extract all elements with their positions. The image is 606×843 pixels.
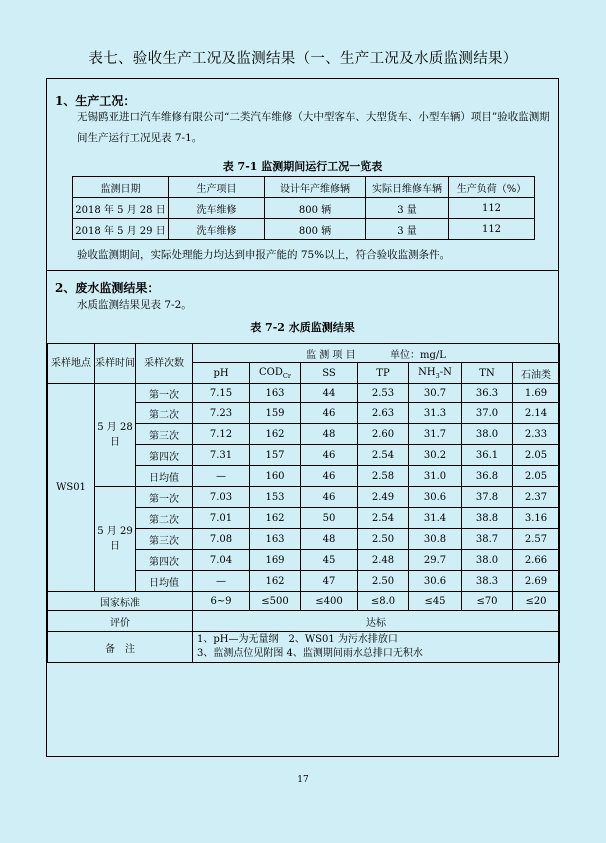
value-cell: 2.60 bbox=[358, 424, 409, 445]
value-cell: 7.12 bbox=[193, 424, 250, 445]
sample-label: 日均值 bbox=[136, 466, 193, 487]
value-cell: 38.7 bbox=[462, 529, 513, 550]
value-cell: 31.3 bbox=[409, 403, 462, 424]
page-number: 17 bbox=[297, 775, 309, 785]
value-cell: 2.50 bbox=[358, 571, 409, 592]
table-row bbox=[73, 219, 535, 240]
value-cell: 46 bbox=[301, 487, 358, 508]
section2-intro: 水质监测结果见表 7-2。 bbox=[77, 299, 192, 311]
remarks-label: 备 注 bbox=[48, 632, 193, 663]
value-cell: 7.01 bbox=[193, 508, 250, 529]
value-cell: 2.05 bbox=[513, 445, 560, 466]
value-cell: 2.63 bbox=[358, 403, 409, 424]
value-cell: 1.69 bbox=[513, 384, 560, 403]
col-header: 实际日维修车辆 bbox=[366, 177, 449, 198]
col-header-count: 采样次数 bbox=[136, 344, 193, 384]
value-cell: 31.7 bbox=[409, 424, 462, 445]
table-header-row bbox=[73, 177, 535, 198]
value-cell: 38.8 bbox=[462, 508, 513, 529]
value-cell: 2.53 bbox=[358, 384, 409, 403]
value-cell: 2.37 bbox=[513, 487, 560, 508]
table-cell: 2018 年 5 月 28 日 bbox=[73, 198, 169, 219]
value-cell: 169 bbox=[250, 550, 301, 571]
evaluation-label: 评价 bbox=[48, 611, 193, 632]
standard-label: 国家标准 bbox=[48, 592, 193, 611]
col-header-items bbox=[193, 344, 560, 363]
table2-caption: 表 7-2 水质监测结果 bbox=[250, 321, 355, 334]
section2-heading: 2、废水监测结果： bbox=[55, 281, 160, 295]
value-cell: 44 bbox=[301, 384, 358, 403]
standard-cell: ≤20 bbox=[513, 592, 560, 611]
value-cell: 29.7 bbox=[409, 550, 462, 571]
standard-cell: ≤8.0 bbox=[358, 592, 409, 611]
unit-label: 单位：mg/L bbox=[390, 349, 446, 361]
value-cell: 163 bbox=[250, 384, 301, 403]
table-row bbox=[73, 198, 535, 219]
col-header-time: 采样时间 bbox=[95, 344, 136, 384]
standard-row bbox=[48, 592, 560, 611]
value-cell: 7.04 bbox=[193, 550, 250, 571]
value-cell: 50 bbox=[301, 508, 358, 529]
value-cell: 157 bbox=[250, 445, 301, 466]
value-cell: 38.0 bbox=[462, 550, 513, 571]
value-cell: 30.2 bbox=[409, 445, 462, 466]
report-frame bbox=[46, 78, 559, 757]
value-cell: 2.05 bbox=[513, 466, 560, 487]
standard-cell: ≤70 bbox=[462, 592, 513, 611]
value-cell: — bbox=[193, 571, 250, 592]
table-cell: 112 bbox=[449, 198, 535, 219]
col-header-location: 采样地点 bbox=[48, 344, 95, 384]
water-quality-table bbox=[47, 343, 560, 663]
value-cell: 2.66 bbox=[513, 550, 560, 571]
col-header: 生产负荷（%） bbox=[449, 177, 535, 198]
value-cell: 7.23 bbox=[193, 403, 250, 424]
value-cell: 2.14 bbox=[513, 403, 560, 424]
date-cell: 5 月 28 日 bbox=[95, 384, 136, 487]
evaluation-row bbox=[48, 611, 560, 632]
sample-label: 第三次 bbox=[136, 529, 193, 550]
table-cell: 3 量 bbox=[366, 219, 449, 240]
standard-cell: ≤45 bbox=[409, 592, 462, 611]
value-cell: 3.16 bbox=[513, 508, 560, 529]
sample-label: 第二次 bbox=[136, 403, 193, 424]
section1-paragraph: 无锡鸥亚进口汽车维修有限公司“二类汽车维修（大中型客车、大型货车、小型车辆）项目”验收监测期间生产运行工况见表 7-1。 bbox=[77, 111, 550, 144]
param-header bbox=[250, 363, 301, 384]
param-nh-sub: 3 bbox=[435, 371, 440, 380]
value-cell: 2.57 bbox=[513, 529, 560, 550]
param-nh: NH bbox=[418, 366, 436, 378]
value-cell: 160 bbox=[250, 466, 301, 487]
value-cell: 162 bbox=[250, 571, 301, 592]
value-cell: 2.33 bbox=[513, 424, 560, 445]
value-cell: 36.3 bbox=[462, 384, 513, 403]
value-cell: 2.54 bbox=[358, 445, 409, 466]
page-title: 表七、验收生产工况及监测结果（一、生产工况及水质监测结果） bbox=[88, 51, 518, 67]
value-cell: 30.6 bbox=[409, 487, 462, 508]
param-header: pH bbox=[193, 363, 250, 384]
value-cell: 31.4 bbox=[409, 508, 462, 529]
col-header: 监测日期 bbox=[73, 177, 169, 198]
value-cell: 46 bbox=[301, 403, 358, 424]
value-cell: 48 bbox=[301, 424, 358, 445]
value-cell: 38.0 bbox=[462, 424, 513, 445]
date-cell: 5 月 29 日 bbox=[95, 487, 136, 592]
value-cell: 153 bbox=[250, 487, 301, 508]
remark-line: 1、pH—为无量纲 2、WS01 为污水排放口 bbox=[197, 634, 398, 645]
standard-cell: 6~9 bbox=[193, 592, 250, 611]
col-header: 设计年产维修辆 bbox=[265, 177, 366, 198]
value-cell: 45 bbox=[301, 550, 358, 571]
operation-table bbox=[72, 176, 535, 240]
value-cell: 163 bbox=[250, 529, 301, 550]
section1-heading: 1、生产工况： bbox=[55, 94, 136, 108]
sample-label: 第四次 bbox=[136, 445, 193, 466]
table-cell: 800 辆 bbox=[265, 198, 366, 219]
value-cell: 159 bbox=[250, 403, 301, 424]
value-cell: 2.58 bbox=[358, 466, 409, 487]
value-cell: 2.48 bbox=[358, 550, 409, 571]
sample-label: 第四次 bbox=[136, 550, 193, 571]
water-table-body bbox=[48, 384, 560, 592]
sample-label: 第一次 bbox=[136, 384, 193, 403]
sample-label: 第一次 bbox=[136, 487, 193, 508]
value-cell: 30.6 bbox=[409, 571, 462, 592]
value-cell: 38.3 bbox=[462, 571, 513, 592]
param-cod-sub: Cr bbox=[282, 371, 291, 380]
value-cell: 162 bbox=[250, 424, 301, 445]
value-cell: 46 bbox=[301, 445, 358, 466]
value-cell: 7.03 bbox=[193, 487, 250, 508]
value-cell: 30.8 bbox=[409, 529, 462, 550]
table-header-row bbox=[48, 344, 560, 363]
param-header bbox=[409, 363, 462, 384]
value-cell: 37.8 bbox=[462, 487, 513, 508]
section1-conclusion: 验收监测期间，实际处理能力均达到申报产能的 75%以上，符合验收监测条件。 bbox=[77, 249, 451, 261]
value-cell: 30.7 bbox=[409, 384, 462, 403]
location-cell: WS01 bbox=[48, 384, 95, 592]
table1-caption: 表 7-1 监测期间运行工况一览表 bbox=[222, 160, 383, 173]
table-cell: 800 辆 bbox=[265, 219, 366, 240]
param-cod: COD bbox=[259, 366, 283, 378]
value-cell: 162 bbox=[250, 508, 301, 529]
value-cell: 47 bbox=[301, 571, 358, 592]
param-header: 石油类 bbox=[513, 363, 560, 384]
table-row bbox=[48, 384, 560, 403]
value-cell: 37.0 bbox=[462, 403, 513, 424]
remarks-content bbox=[193, 632, 560, 663]
table-cell: 3 量 bbox=[366, 198, 449, 219]
section-divider bbox=[47, 270, 558, 271]
standard-cell: ≤400 bbox=[301, 592, 358, 611]
sample-label: 第二次 bbox=[136, 508, 193, 529]
sample-label: 第三次 bbox=[136, 424, 193, 445]
value-cell: — bbox=[193, 466, 250, 487]
table-cell: 2018 年 5 月 29 日 bbox=[73, 219, 169, 240]
sample-label: 日均值 bbox=[136, 571, 193, 592]
standard-cell: ≤500 bbox=[250, 592, 301, 611]
table-row bbox=[48, 487, 560, 508]
value-cell: 48 bbox=[301, 529, 358, 550]
param-nh-suffix: -N bbox=[439, 366, 452, 378]
remarks-row bbox=[48, 632, 560, 663]
param-header: SS bbox=[301, 363, 358, 384]
value-cell: 46 bbox=[301, 466, 358, 487]
value-cell: 2.50 bbox=[358, 529, 409, 550]
table-cell: 洗车维修 bbox=[169, 198, 265, 219]
param-header: TN bbox=[462, 363, 513, 384]
value-cell: 31.0 bbox=[409, 466, 462, 487]
table-cell: 洗车维修 bbox=[169, 219, 265, 240]
table-cell: 112 bbox=[449, 219, 535, 240]
value-cell: 7.15 bbox=[193, 384, 250, 403]
value-cell: 7.31 bbox=[193, 445, 250, 466]
param-header: TP bbox=[358, 363, 409, 384]
items-label: 监 测 项 目 bbox=[306, 349, 356, 361]
evaluation-value: 达标 bbox=[193, 611, 560, 632]
col-header: 生产项目 bbox=[169, 177, 265, 198]
value-cell: 2.49 bbox=[358, 487, 409, 508]
value-cell: 7.08 bbox=[193, 529, 250, 550]
value-cell: 2.69 bbox=[513, 571, 560, 592]
value-cell: 36.8 bbox=[462, 466, 513, 487]
value-cell: 36.1 bbox=[462, 445, 513, 466]
value-cell: 2.54 bbox=[358, 508, 409, 529]
remark-line: 3、监测点位见附图 4、监测期间雨水总排口无积水 bbox=[197, 648, 423, 659]
